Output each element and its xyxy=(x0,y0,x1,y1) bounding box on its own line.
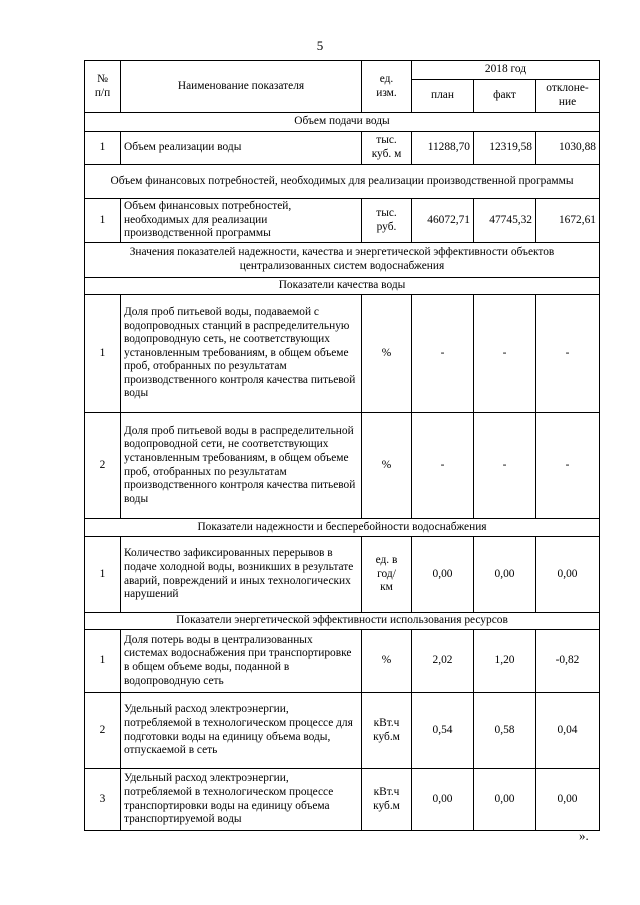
section-title-row xyxy=(85,243,600,278)
row-unit: % xyxy=(362,295,412,413)
row-plan: - xyxy=(412,413,474,519)
table-row xyxy=(85,295,600,413)
row-unit: % xyxy=(362,413,412,519)
row-name: Объем реализации воды xyxy=(121,132,362,165)
row-num: 1 xyxy=(85,630,121,693)
row-deviation: 1672,61 xyxy=(536,199,600,243)
section-volume-title: Объем подачи воды xyxy=(85,113,600,132)
header-plan: план xyxy=(412,80,474,113)
header-deviation: отклоне- ние xyxy=(536,80,600,113)
section-energy-title: Показатели энергетической эффективности использования ресурсов xyxy=(85,613,600,630)
row-unit: кВт.ч куб.м xyxy=(362,693,412,769)
row-unit: % xyxy=(362,630,412,693)
row-deviation: 0,00 xyxy=(536,537,600,613)
row-plan: 46072,71 xyxy=(412,199,474,243)
header-fact: факт xyxy=(474,80,536,113)
table-row xyxy=(85,630,600,693)
header-unit: ед. изм. xyxy=(362,61,412,113)
section-title-row xyxy=(85,519,600,537)
section-title-row xyxy=(85,113,600,132)
row-fact: - xyxy=(474,413,536,519)
row-plan: 0,54 xyxy=(412,693,474,769)
row-name: Удельный расход электроэнергии, потребляемой в технологическом процессе для подготовки воды на единицу объема воды, отпускаемой в сеть xyxy=(121,693,362,769)
row-unit: тыс. куб. м xyxy=(362,132,412,165)
row-deviation: 0,04 xyxy=(536,693,600,769)
section-finance-title: Объем финансовых потребностей, необходимых для реализации производственной программы xyxy=(85,165,600,199)
row-fact: 47745,32 xyxy=(474,199,536,243)
header-row-top xyxy=(85,61,600,80)
row-unit: тыс. руб. xyxy=(362,199,412,243)
row-name: Доля проб питьевой воды в распределительной водопроводной сети, не соответствующих установленным требованиям, в общем объеме проб, отобранных по результатам производственного контроля качества питьевой воды xyxy=(121,413,362,519)
section-continuity-title: Показатели надежности и бесперебойности водоснабжения xyxy=(85,519,600,537)
row-num: 1 xyxy=(85,199,121,243)
header-num: № п/п xyxy=(85,61,121,113)
row-plan: 0,00 xyxy=(412,769,474,831)
row-fact: 0,00 xyxy=(474,537,536,613)
row-num: 1 xyxy=(85,537,121,613)
row-fact: 0,00 xyxy=(474,769,536,831)
table-row xyxy=(85,693,600,769)
section-title-row xyxy=(85,613,600,630)
row-deviation: - xyxy=(536,413,600,519)
closing-quote-mark: ». xyxy=(579,828,589,843)
row-deviation: 0,00 xyxy=(536,769,600,831)
page-number: 5 xyxy=(316,38,324,53)
section-title-row xyxy=(85,278,600,295)
section-reliability-title: Значения показателей надежности, качества и энергетической эффективности объектов централизованных систем водоснабжения xyxy=(85,243,600,278)
header-name: Наименование показателя xyxy=(121,61,362,113)
row-plan: - xyxy=(412,295,474,413)
row-fact: 0,58 xyxy=(474,693,536,769)
row-unit: ед. в год/ км xyxy=(362,537,412,613)
row-plan: 11288,70 xyxy=(412,132,474,165)
row-num: 2 xyxy=(85,413,121,519)
table-row xyxy=(85,132,600,165)
row-name: Доля потерь воды в централизованных системах водоснабжения при транспортировке в общем объеме воды, поданной в водопроводную сеть xyxy=(121,630,362,693)
row-num: 1 xyxy=(85,295,121,413)
row-fact: - xyxy=(474,295,536,413)
row-deviation: 1030,88 xyxy=(536,132,600,165)
row-plan: 2,02 xyxy=(412,630,474,693)
row-fact: 12319,58 xyxy=(474,132,536,165)
table-row xyxy=(85,413,600,519)
section-quality-title: Показатели качества воды xyxy=(85,278,600,295)
table-row xyxy=(85,769,600,831)
table-row xyxy=(85,537,600,613)
table-row xyxy=(85,199,600,243)
row-num: 3 xyxy=(85,769,121,831)
header-year: 2018 год xyxy=(412,61,600,80)
row-name: Количество зафиксированных перерывов в подаче холодной воды, возникших в результате аварий, повреждений и иных технологических нарушений xyxy=(121,537,362,613)
row-deviation: -0,82 xyxy=(536,630,600,693)
row-plan: 0,00 xyxy=(412,537,474,613)
row-unit: кВт.ч куб.м xyxy=(362,769,412,831)
row-deviation: - xyxy=(536,295,600,413)
row-name: Доля проб питьевой воды, подаваемой с водопроводных станций в распределительную водопроводную сеть, не соответствующих установленным требованиям, в общем объеме проб, отобранных по результатам производственного контроля качества питьевой воды xyxy=(121,295,362,413)
section-title-row xyxy=(85,165,600,199)
indicators-table xyxy=(84,60,600,831)
row-name: Объем финансовых потребностей, необходимых для реализации производственной программы xyxy=(121,199,362,243)
row-name: Удельный расход электроэнергии, потребляемой в технологическом процессе транспортировки воды на единицу объема транспортируемой воды xyxy=(121,769,362,831)
row-fact: 1,20 xyxy=(474,630,536,693)
row-num: 1 xyxy=(85,132,121,165)
row-num: 2 xyxy=(85,693,121,769)
